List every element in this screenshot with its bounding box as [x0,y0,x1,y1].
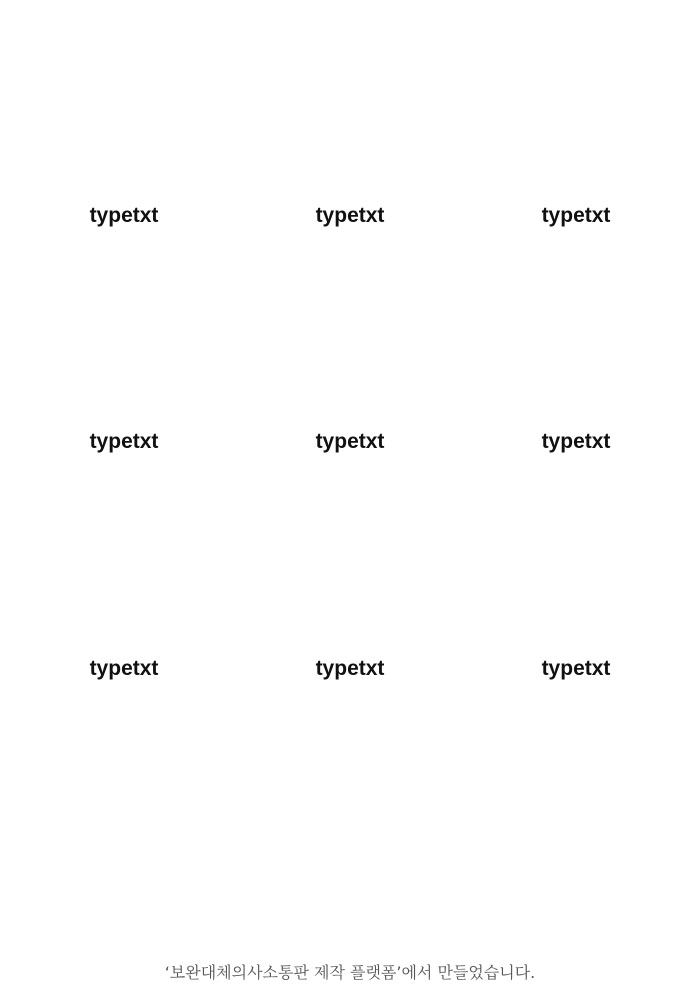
grid-cell-1: typetxt [89,204,159,227]
grid-cell-8: typetxt [315,657,385,680]
grid-cell-2: typetxt [315,204,385,227]
grid-cell-5: typetxt [315,430,385,453]
grid-cell-7: typetxt [89,657,159,680]
grid-cell-6: typetxt [541,430,611,453]
grid-cell-3: typetxt [541,204,611,227]
grid-cell-9: typetxt [541,657,611,680]
footer-credit: ‘보완대체의사소통판 제작 플랫폼’에서 만들었습니다. [164,963,536,982]
grid-cell-4: typetxt [89,430,159,453]
